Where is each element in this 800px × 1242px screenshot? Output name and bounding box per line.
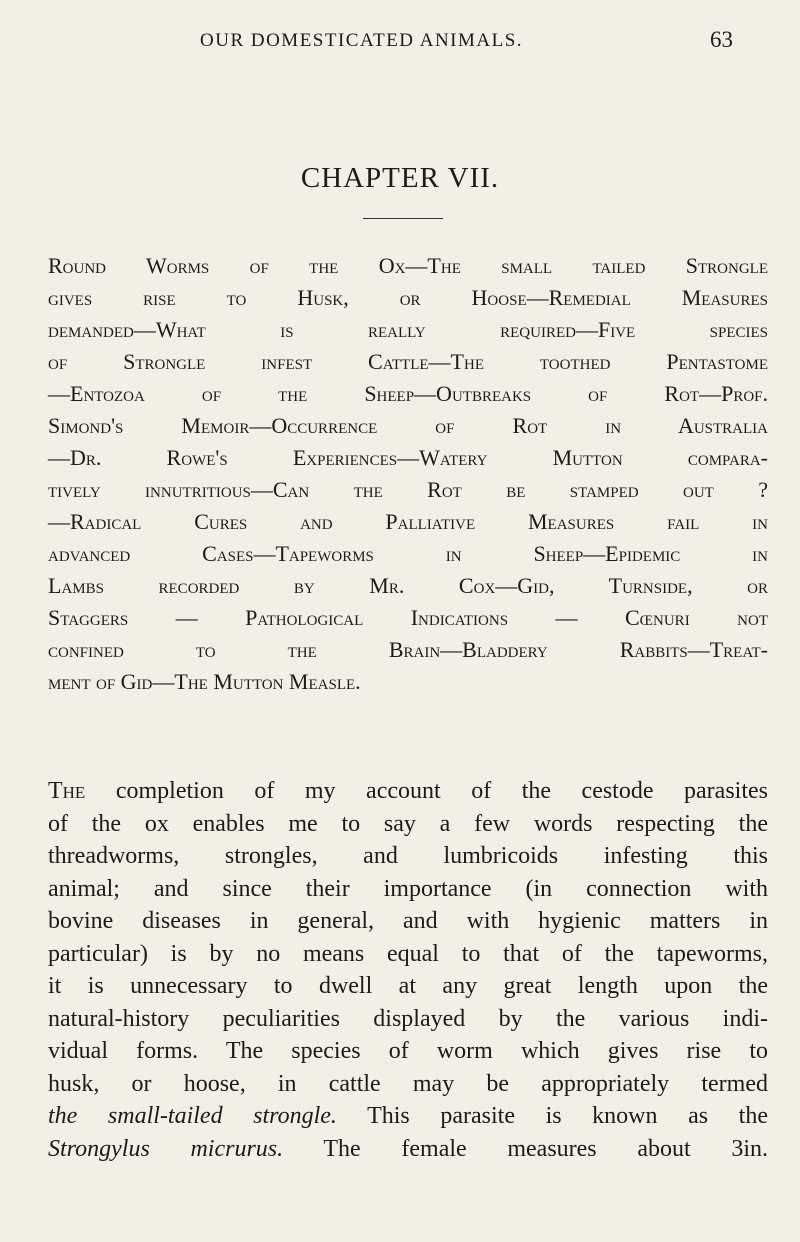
body-line: threadworms, strongles, and lumbricoids infesting this: [48, 843, 768, 869]
summary-line: demanded—What is really required—Five species: [48, 317, 768, 342]
opening-word: The: [48, 778, 86, 804]
summary-line: gives rise to Husk, or Hoose—Remedial Measures: [48, 285, 768, 310]
summary-line: —Radical Cures and Palliative Measures fail in: [48, 509, 768, 534]
body-line-text: The female measures about 3in.: [283, 1135, 769, 1162]
summary-line: Round Worms of the Ox—The small tailed Strongle: [48, 253, 768, 278]
page-number: 63: [710, 27, 733, 52]
summary-line: tively innutritious—Can the Rot be stamped out ?: [48, 477, 768, 502]
chapter-summary: [48, 250, 768, 698]
summary-line: advanced Cases—Tapeworms in Sheep—Epidemic in: [48, 541, 768, 566]
body-line: bovine diseases in general, and with hygienic matters in: [48, 908, 768, 934]
body-line: of the ox enables me to say a few words respecting the: [48, 810, 768, 837]
body-paragraph: [48, 775, 768, 1165]
chapter-title: CHAPTER VII.: [300, 162, 500, 194]
title-rule: [363, 218, 443, 219]
body-line: it is unnecessary to dwell at any great length upon the: [48, 973, 768, 999]
body-line-text: This parasite is known as the: [336, 1103, 768, 1129]
italic-term: the small-tailed strongle.: [48, 1103, 337, 1129]
body-line: husk, or hoose, in cattle may be appropriately termed: [48, 1070, 768, 1097]
body-line: animal; and since their importance (in connection with: [48, 875, 768, 902]
summary-line: —Entozoa of the Sheep—Outbreaks of Rot—Prof.: [48, 381, 768, 406]
body-line: [48, 775, 768, 808]
summary-line: Staggers — Pathological Indications — Cœnuri not: [48, 605, 768, 630]
summary-line: confined to the Brain—Bladdery Rabbits—Treat-: [48, 637, 768, 662]
summary-line: of Strongle infest Cattle—The toothed Pentastome: [48, 349, 768, 374]
summary-line: ment of Gid—The Mutton Measle.: [48, 669, 361, 694]
running-head: OUR DOMESTICATED ANIMALS.: [200, 30, 524, 51]
body-line: vidual forms. The species of worm which gives rise to: [48, 1038, 768, 1064]
body-line: [48, 1133, 768, 1166]
summary-line: Lambs recorded by Mr. Cox—Gid, Turnside, or: [48, 573, 768, 598]
body-line: particular) is by no means equal to that of the tapeworms,: [48, 940, 768, 967]
body-line: natural-history peculiarities displayed by the various indi-: [48, 1005, 768, 1032]
summary-line: —Dr. Rowe's Experiences—Watery Mutton compara-: [48, 445, 768, 470]
body-line-text: completion of my account of the cestode parasites: [85, 778, 768, 804]
body-line: [48, 1100, 768, 1133]
summary-line: Simond's Memoir—Occurrence of Rot in Australia: [48, 413, 768, 438]
species-name: Strongylus micrurus.: [48, 1135, 284, 1162]
